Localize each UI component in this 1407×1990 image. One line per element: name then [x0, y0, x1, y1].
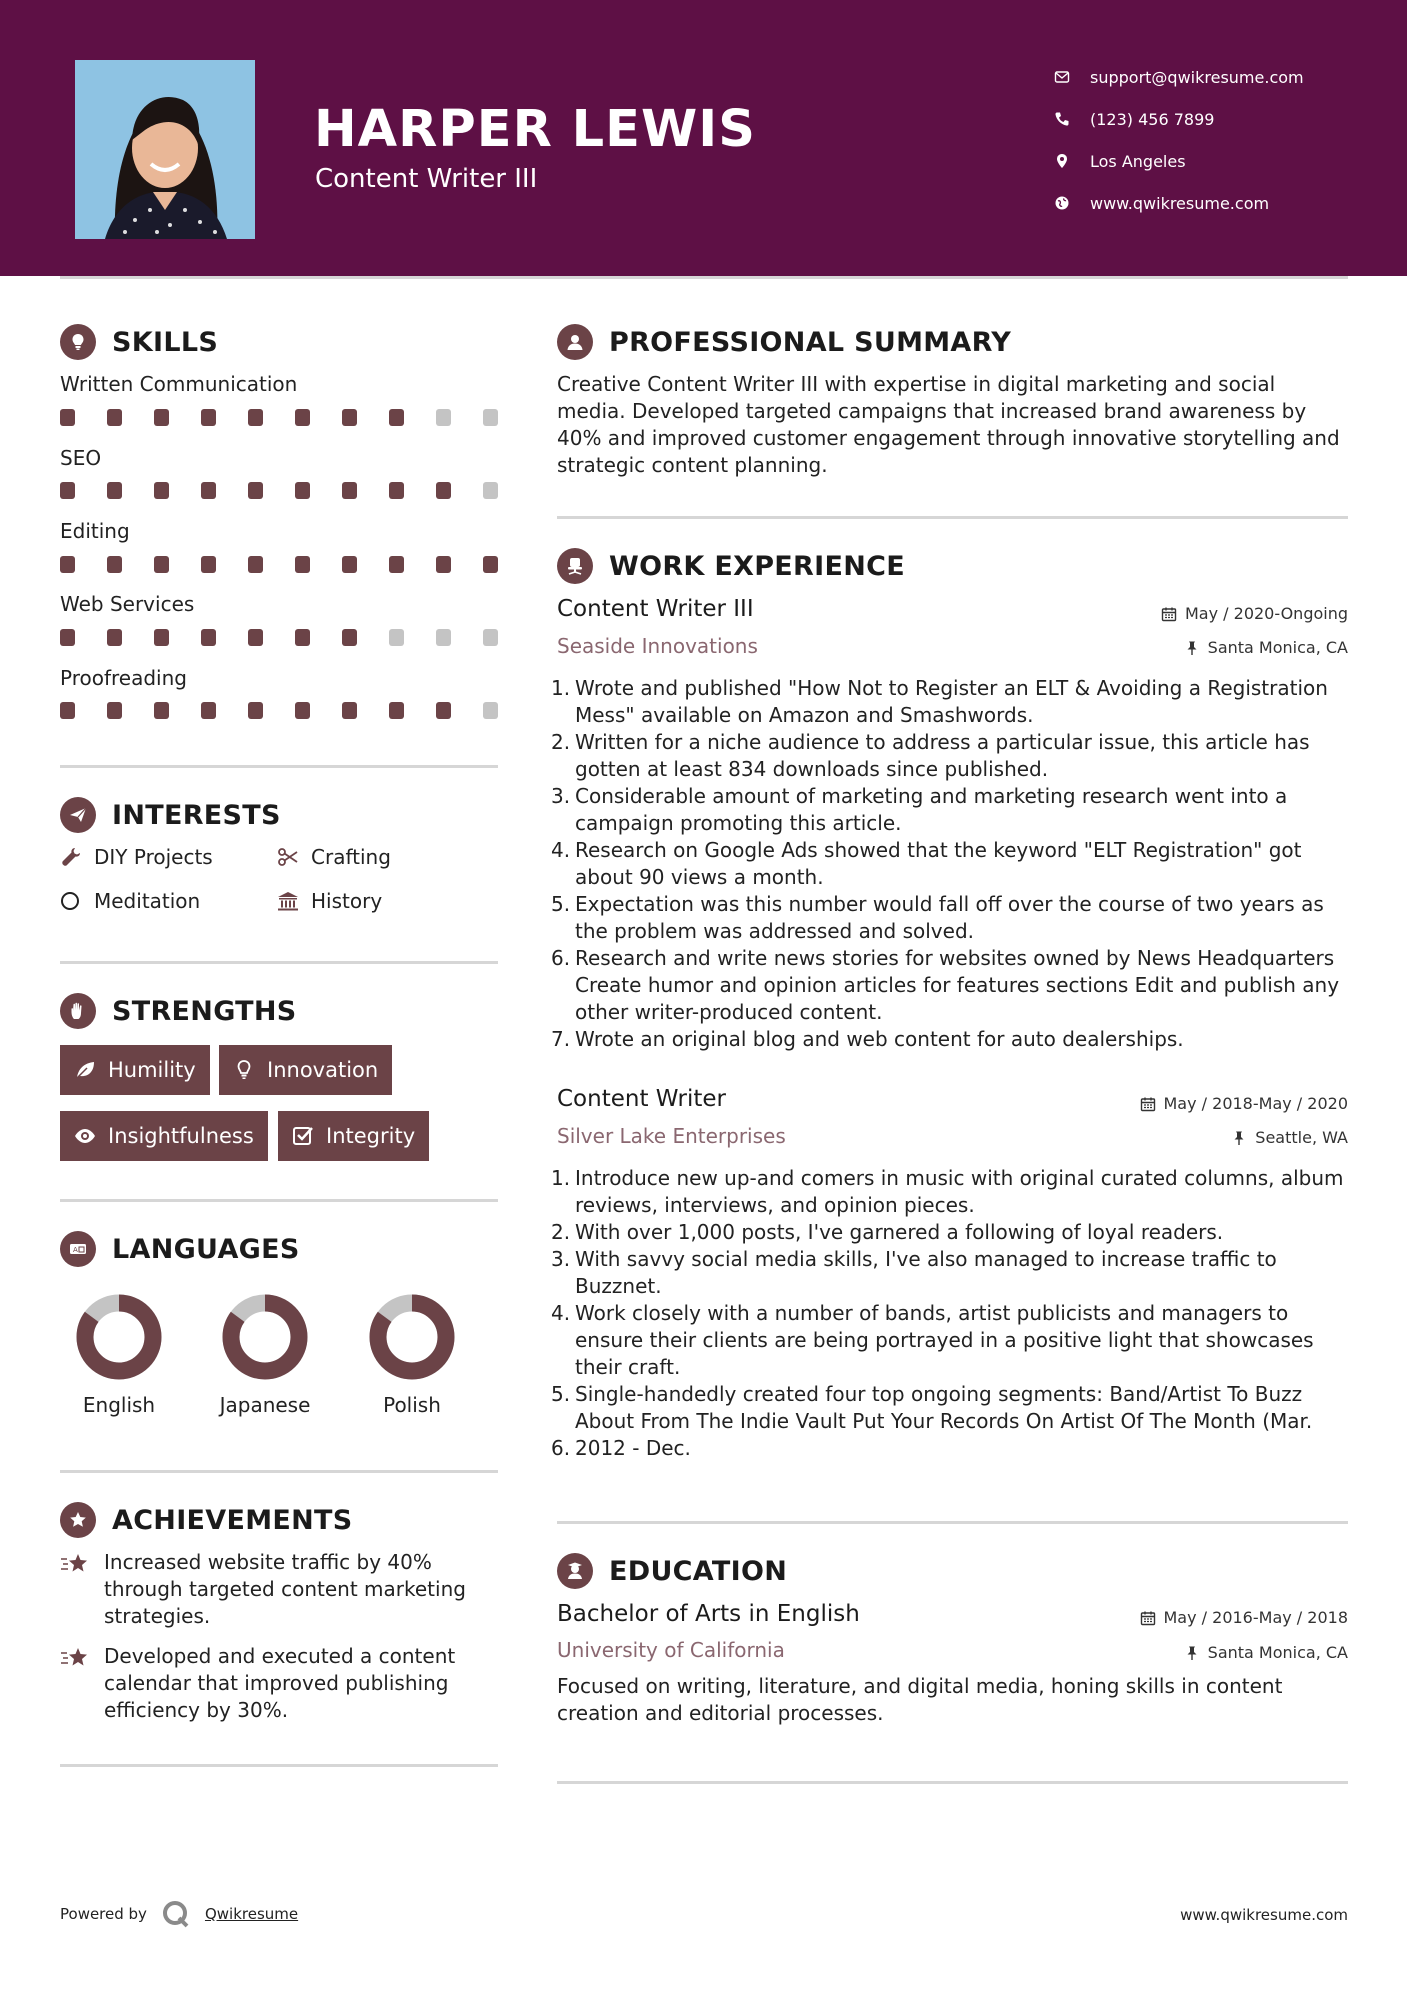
summary-title: PROFESSIONAL SUMMARY: [609, 326, 1012, 358]
skill-rating-dots: [60, 629, 498, 646]
achievement-item: [60, 1643, 500, 1724]
section-divider: [557, 1781, 1348, 1784]
contact-email-text: support@qwikresume.com: [1090, 67, 1304, 87]
skills-heading: [60, 324, 218, 360]
job-location: [1184, 638, 1348, 657]
skill-dot-empty: [483, 482, 498, 499]
skill-dot-filled: [154, 409, 169, 426]
language-label: English: [82, 1393, 156, 1417]
skill-dot-filled: [483, 556, 498, 573]
contact-phone-text: (123) 456 7899: [1090, 109, 1215, 129]
education-school: University of California: [557, 1638, 785, 1662]
responsibility-item: Wrote and published "How Not to Register an ELT & Avoiding a Registration Mess" available on Amazon and Smashwords.: [575, 676, 1328, 727]
skill-dot-filled: [248, 409, 263, 426]
skill-dot-filled: [295, 409, 310, 426]
strength-label: Integrity: [326, 1124, 416, 1148]
lightbulb-icon: [233, 1059, 255, 1081]
envelope-icon: [1054, 69, 1090, 85]
skill-rating-dots: [60, 556, 498, 573]
achievements-heading: [60, 1502, 353, 1538]
skill-dot-filled: [60, 482, 75, 499]
language-label: Polish: [383, 1393, 441, 1417]
language-item: [200, 1293, 330, 1417]
interest-item: [277, 889, 382, 913]
skill-dot-filled: [248, 556, 263, 573]
skill-dot-empty: [389, 629, 404, 646]
skill-dot-filled: [342, 409, 357, 426]
skill-dot-empty: [483, 629, 498, 646]
scissors-icon: [277, 846, 311, 868]
footer-url[interactable]: www.qwikresume.com: [1180, 1906, 1348, 1924]
responsibility-item: Considerable amount of marketing and marketing research went into a campaign promoting this article.: [575, 784, 1288, 835]
contact-location-text: Los Angeles: [1090, 151, 1186, 171]
skill-dot-filled: [107, 556, 122, 573]
job-responsibilities: [575, 675, 1351, 1053]
strength-label: Innovation: [267, 1058, 379, 1082]
skill-label: Proofreading: [60, 666, 187, 690]
powered-by-text: Powered by: [60, 1905, 147, 1923]
language-donut: [368, 1293, 456, 1381]
contact-website-text: www.qwikresume.com: [1090, 193, 1270, 213]
profile-photo: [75, 60, 255, 239]
skill-dot-empty: [436, 409, 451, 426]
skill-label: Web Services: [60, 592, 195, 616]
pushpin-icon: [1184, 640, 1200, 656]
job-company: Seaside Innovations: [557, 634, 758, 658]
skill-dot-filled: [295, 702, 310, 719]
education-description: Focused on writing, literature, and digital media, honing skills in content creation and editorial processes.: [557, 1674, 1283, 1725]
education-dates: [1140, 1608, 1349, 1627]
skill-dot-empty: [483, 409, 498, 426]
paper-plane-icon: [60, 797, 96, 833]
education-location-text: Santa Monica, CA: [1207, 1643, 1348, 1662]
education-heading: [557, 1553, 787, 1589]
skill-dot-filled: [60, 702, 75, 719]
strength-tag: [278, 1111, 429, 1161]
skill-dot-filled: [389, 556, 404, 573]
interest-label: History: [311, 889, 383, 913]
office-chair-icon: [557, 548, 593, 584]
education-title: EDUCATION: [609, 1555, 788, 1587]
skill-dot-filled: [248, 482, 263, 499]
responsibility-item: Work closely with a number of bands, artist publicists and managers to ensure their clients are being portrayed in a positive light that showcases their craft.: [575, 1301, 1314, 1379]
skill-rating-dots: [60, 702, 498, 719]
section-divider: [60, 961, 498, 964]
job-dates: [1161, 604, 1348, 623]
language-label: Japanese: [219, 1393, 311, 1417]
section-divider: [60, 1199, 498, 1202]
skill-dot-filled: [389, 702, 404, 719]
achievement-item: [60, 1549, 500, 1630]
contact-location: [1054, 140, 1384, 182]
interest-label: Meditation: [94, 889, 201, 913]
skill-dot-empty: [436, 629, 451, 646]
footer-powered-by: [60, 1899, 298, 1929]
job-dates: [1140, 1094, 1349, 1113]
job-responsibilities: [575, 1165, 1351, 1462]
contact-phone[interactable]: [1054, 98, 1384, 140]
candidate-title: Content Writer III: [315, 164, 538, 194]
experience-title: WORK EXPERIENCE: [609, 550, 905, 582]
skill-dot-filled: [60, 556, 75, 573]
candidate-name: HARPER LEWIS: [314, 100, 756, 159]
language-icon: [60, 1231, 96, 1267]
calendar-icon: [1140, 1610, 1156, 1626]
skill-dot-filled: [389, 482, 404, 499]
skill-dot-filled: [436, 702, 451, 719]
graduate-icon: [557, 1553, 593, 1589]
responsibility-item: Wrote an original blog and web content for auto dealerships.: [575, 1027, 1184, 1051]
circle-icon: [60, 890, 94, 912]
skill-dot-filled: [201, 482, 216, 499]
strength-tag: [219, 1045, 392, 1095]
responsibility-item: Written for a niche audience to address a particular issue, this article has gotten at least 834 downloads since published.: [575, 730, 1310, 781]
strengths-heading: [60, 993, 297, 1029]
skill-dot-filled: [201, 556, 216, 573]
globe-icon: [1054, 195, 1090, 211]
experience-heading: [557, 548, 905, 584]
job-dates-text: May / 2018-May / 2020: [1163, 1094, 1348, 1113]
job-dates-text: May / 2020-Ongoing: [1185, 604, 1348, 623]
contact-website[interactable]: [1054, 182, 1384, 224]
skill-dot-filled: [389, 409, 404, 426]
responsibility-item: 2012 - Dec.: [575, 1436, 691, 1460]
skill-dot-filled: [295, 556, 310, 573]
skill-dot-filled: [107, 629, 122, 646]
language-donut: [221, 1293, 309, 1381]
job-role: Content Writer III: [557, 596, 754, 622]
strength-label: Insightfulness: [108, 1124, 254, 1148]
strength-tag: [60, 1045, 210, 1095]
education-dates-text: May / 2016-May / 2018: [1163, 1608, 1348, 1627]
skill-dot-filled: [295, 629, 310, 646]
skill-dot-filled: [342, 482, 357, 499]
education-location: [1184, 1643, 1348, 1662]
skill-dot-filled: [342, 556, 357, 573]
skill-label: SEO: [60, 446, 102, 470]
hand-icon: [60, 993, 96, 1029]
skill-dot-filled: [154, 702, 169, 719]
job-location: [1231, 1128, 1348, 1147]
summary-heading: [557, 324, 1011, 360]
skill-rating-dots: [60, 409, 498, 426]
strengths-title: STRENGTHS: [112, 995, 297, 1027]
strength-label: Humility: [108, 1058, 196, 1082]
interest-label: Crafting: [311, 845, 391, 869]
leaf-icon: [74, 1059, 96, 1081]
interest-item: [60, 845, 213, 869]
summary-text: Creative Content Writer III with expertise in digital marketing and social media. Developed targeted campaigns that increased brand awareness by 40% and improved customer engagement through innovative storytelling and strategic content planning.: [557, 372, 1340, 477]
resume-header: [0, 0, 1407, 276]
skill-dot-filled: [154, 629, 169, 646]
job-company: Silver Lake Enterprises: [557, 1124, 786, 1148]
responsibility-item: Research and write news stories for websites owned by News Headquarters Create humor and opinion articles for features sections Edit and publish any other writer-produced content.: [575, 946, 1340, 1024]
skill-dot-filled: [107, 702, 122, 719]
skill-dot-filled: [201, 629, 216, 646]
profile-photo-image: [75, 60, 255, 239]
job-location-text: Seattle, WA: [1255, 1128, 1348, 1147]
skill-dot-filled: [248, 629, 263, 646]
section-divider: [60, 1764, 498, 1767]
calendar-icon: [1140, 1096, 1156, 1112]
responsibility-item: With over 1,000 posts, I've garnered a following of loyal readers.: [575, 1220, 1224, 1244]
star-icon: [60, 1643, 104, 1724]
achievements-title: ACHIEVEMENTS: [112, 1504, 353, 1536]
interests-title: INTERESTS: [112, 799, 281, 831]
language-donut: [75, 1293, 163, 1381]
skill-dot-filled: [60, 409, 75, 426]
star-badge-icon: [60, 1502, 96, 1538]
interests-heading: [60, 797, 281, 833]
languages-heading: [60, 1231, 300, 1267]
eye-icon: [74, 1125, 96, 1147]
skill-label: Editing: [60, 519, 130, 543]
responsibility-item: Introduce new up-and comers in music with original curated columns, album reviews, interviews, and opinion pieces.: [575, 1166, 1344, 1217]
user-icon: [557, 324, 593, 360]
contact-email[interactable]: [1054, 56, 1384, 98]
wrench-icon: [60, 846, 94, 868]
header-divider: [60, 276, 1348, 279]
responsibility-item: Research on Google Ads showed that the keyword "ELT Registration" got about 90 views a month.: [575, 838, 1302, 889]
qwikresume-link[interactable]: Qwikresume: [204, 1905, 299, 1923]
responsibility-item: Single-handedly created four top ongoing segments: Band/Artist To Buzz About From The Indie Vault Put Your Records On Artist Of The Month (Mar.: [575, 1382, 1313, 1433]
star-icon: [60, 1549, 104, 1630]
skill-dot-filled: [60, 629, 75, 646]
interest-item: [60, 889, 200, 913]
skill-rating-dots: [60, 482, 498, 499]
achievement-text: Developed and executed a content calendar that improved publishing efficiency by 30%.: [104, 1644, 456, 1722]
map-marker-icon: [1054, 153, 1090, 169]
strength-tag: [60, 1111, 268, 1161]
skill-dot-filled: [342, 629, 357, 646]
skill-dot-filled: [154, 482, 169, 499]
language-item: [54, 1293, 184, 1417]
job-role: Content Writer: [557, 1086, 726, 1112]
phone-icon: [1054, 111, 1090, 127]
skill-dot-filled: [342, 702, 357, 719]
achievement-text: Increased website traffic by 40% through targeted content marketing strategies.: [104, 1550, 466, 1628]
skill-dot-filled: [248, 702, 263, 719]
check-square-icon: [292, 1125, 314, 1147]
skill-dot-filled: [107, 482, 122, 499]
svg-text:A: A: [73, 1246, 78, 1254]
section-divider: [60, 765, 498, 768]
language-item: [347, 1293, 477, 1417]
interest-item: [277, 845, 391, 869]
skill-dot-filled: [436, 556, 451, 573]
contact-list: [1054, 56, 1384, 224]
responsibility-item: With savvy social media skills, I've also managed to increase traffic to Buzznet.: [575, 1247, 1277, 1298]
calendar-icon: [1161, 606, 1177, 622]
skill-dot-filled: [436, 482, 451, 499]
skill-label: Written Communication: [60, 372, 298, 396]
job-location-text: Santa Monica, CA: [1207, 638, 1348, 657]
section-divider: [60, 1470, 498, 1473]
pushpin-icon: [1184, 1645, 1200, 1661]
pushpin-icon: [1231, 1130, 1247, 1146]
section-divider: [557, 516, 1348, 519]
lightbulb-icon: [60, 324, 96, 360]
skill-dot-filled: [201, 409, 216, 426]
responsibility-item: Expectation was this number would fall off over the course of two years as the problem was addressed and solved.: [575, 892, 1324, 943]
skills-title: SKILLS: [112, 326, 219, 358]
skill-dot-filled: [154, 556, 169, 573]
education-degree: Bachelor of Arts in English: [557, 1601, 860, 1627]
skill-dot-filled: [201, 702, 216, 719]
skill-dot-filled: [295, 482, 310, 499]
qwikresume-logo-icon: [161, 1899, 191, 1929]
languages-title: LANGUAGES: [112, 1233, 300, 1265]
skill-dot-empty: [483, 702, 498, 719]
interest-label: DIY Projects: [94, 845, 213, 869]
skill-dot-filled: [107, 409, 122, 426]
section-divider: [557, 1521, 1348, 1524]
bank-icon: [277, 890, 311, 912]
